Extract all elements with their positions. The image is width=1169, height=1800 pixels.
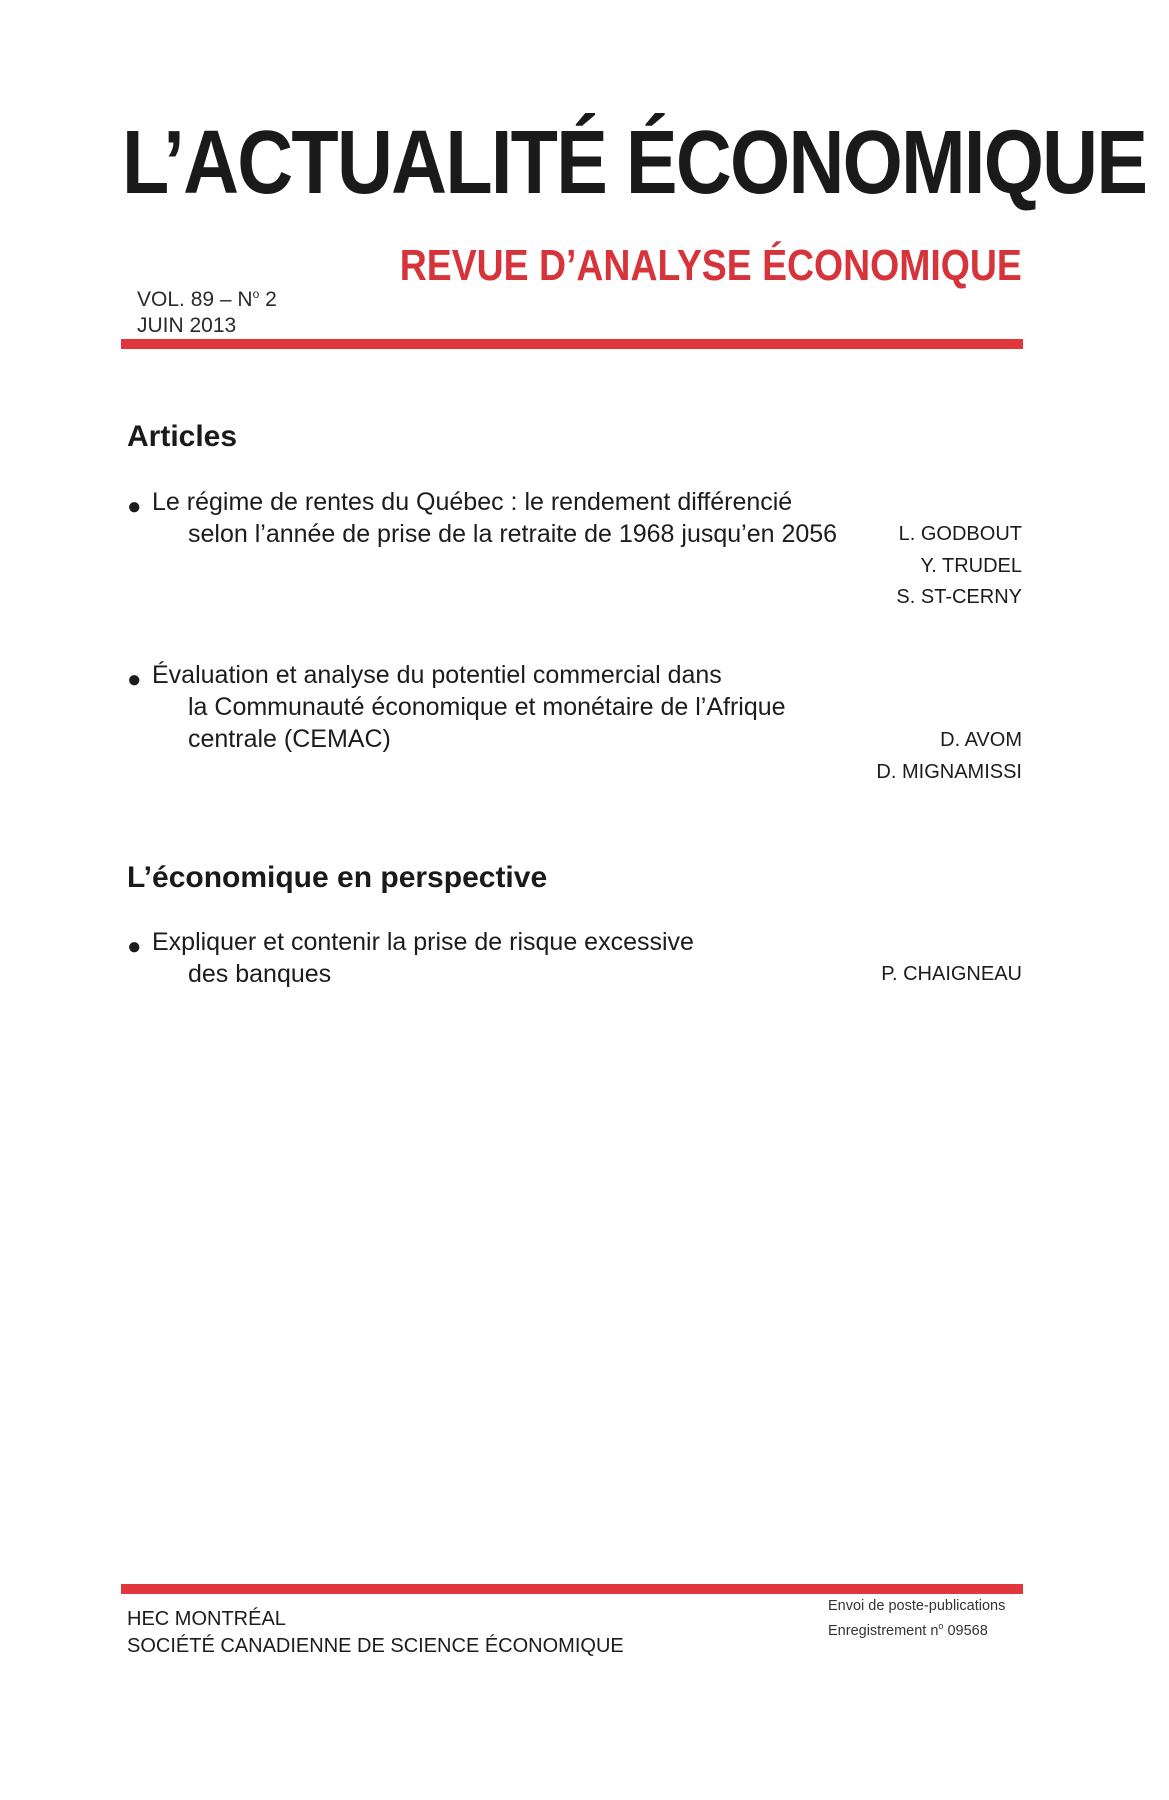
article-title: [152, 486, 837, 550]
footer-divider: [121, 1584, 1023, 1594]
issue-date: JUIN 2013: [137, 314, 237, 337]
author-name: D. MIGNAMISSI: [876, 760, 1022, 783]
author-name: S. ST-CERNY: [896, 586, 1022, 608]
registration-superscript: o: [938, 1621, 944, 1631]
article-entry[interactable]: [127, 486, 1027, 546]
article-title-line: Le régime de rentes du Québec : le rendement différencié: [152, 488, 793, 516]
volume-number: [137, 281, 277, 313]
section-heading-articles: Articles: [127, 420, 238, 453]
publisher-name: SOCIÉTÉ CANADIENNE DE SCIENCE ÉCONOMIQUE: [127, 1635, 624, 1657]
publisher-name: HEC MONTRÉAL: [127, 1608, 286, 1630]
author-name: P. CHAIGNEAU: [881, 963, 1022, 985]
header-divider: [121, 339, 1023, 349]
number-superscript: o: [252, 287, 260, 301]
bullet-icon: ●: [127, 666, 142, 693]
issue-number: 2: [259, 288, 277, 311]
author-name: L. GODBOUT: [898, 523, 1022, 545]
article-title-line: la Communauté économique et monétaire de l’Afrique: [188, 693, 786, 721]
issue-info: [137, 281, 277, 339]
registration-value: 09568: [943, 1622, 988, 1639]
publishers: [127, 1606, 624, 1660]
article-title-line: des banques: [188, 960, 332, 988]
registration-number: [828, 1616, 1005, 1641]
article-authors: [896, 519, 1022, 614]
postal-line: Envoi de poste-publications: [828, 1598, 1006, 1614]
registration-label: Enregistrement n: [828, 1622, 939, 1639]
bullet-icon: ●: [127, 493, 142, 520]
journal-subtitle: REVUE D’ANALYSE ÉCONOMIQUE: [399, 241, 1022, 290]
article-title: [152, 926, 694, 990]
article-title-line: Expliquer et contenir la prise de risque excessive: [152, 928, 694, 956]
article-title-line: selon l’année de prise de la retraite de 1968 jusqu’en 2056: [188, 520, 838, 548]
author-name: D. AVOM: [940, 729, 1022, 751]
author-name: Y. TRUDEL: [920, 554, 1022, 577]
article-authors: [881, 959, 1022, 991]
volume-label: VOL. 89 – N: [137, 288, 253, 311]
section-heading-perspective: L’économique en perspective: [127, 861, 548, 894]
article-title: [152, 659, 786, 755]
article-authors: [876, 725, 1022, 788]
bullet-icon: ●: [127, 933, 142, 960]
journal-title: L’ACTUALITÉ ÉCONOMIQUE: [122, 113, 1147, 213]
article-title-line: Évaluation et analyse du potentiel commercial dans: [152, 661, 722, 689]
article-title-line: centrale (CEMAC): [188, 725, 391, 753]
postal-registration: [828, 1596, 1005, 1641]
